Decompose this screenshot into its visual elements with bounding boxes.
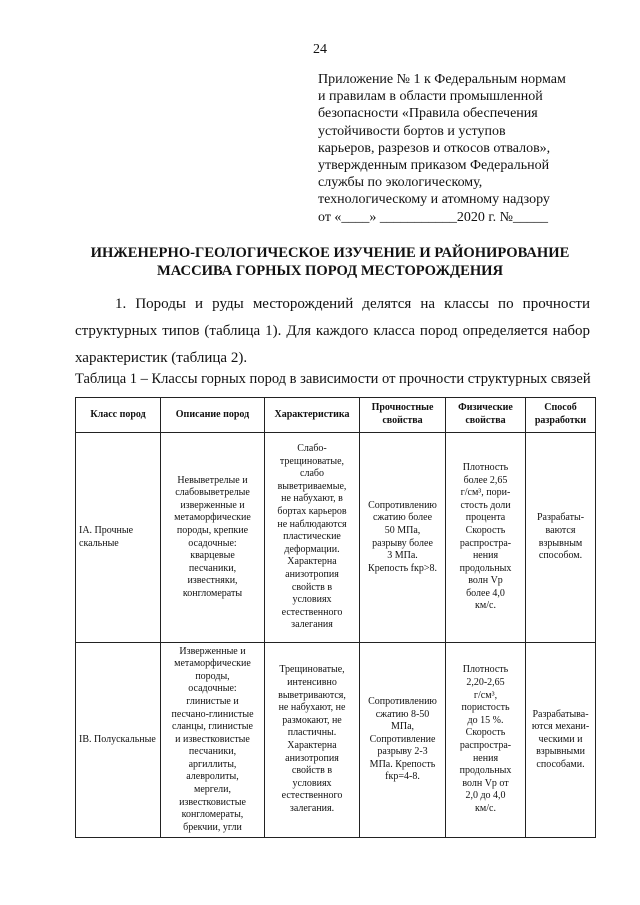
cell-line: осадочные:	[188, 683, 237, 695]
cell-line: 2,0 до 4,0	[465, 790, 506, 802]
cell-line: сжатию 8-50	[375, 708, 430, 720]
cell-line: МПа. Крепость	[369, 758, 436, 770]
cell-line: не набухают, не	[278, 702, 346, 714]
cell-class: IB. Полускальные	[76, 643, 161, 838]
cell-line: песчано-глинистые	[171, 708, 254, 720]
cell-line: разрыву более	[372, 537, 433, 549]
cell-line: свойств в	[291, 765, 333, 777]
cell-line: слабо	[300, 468, 324, 480]
rock-classes-table	[75, 397, 596, 838]
cell-line: до 15 %.	[467, 714, 504, 726]
cell-line: Характерна	[287, 556, 337, 568]
appendix-line: технологическому и атомному надзору	[318, 192, 550, 208]
cell-line: выветриваются,	[278, 689, 346, 701]
appendix-line: Приложение № 1 к Федеральным нормам	[318, 72, 566, 87]
cell-line: конгломераты,	[181, 809, 244, 821]
cell-line: естественного	[281, 790, 343, 802]
cell-physical	[446, 433, 526, 643]
cell-line: 3 МПа.	[387, 550, 418, 562]
cell-line: песчаники,	[188, 562, 237, 574]
header-characteristic: Характеристика	[265, 398, 360, 433]
cell-line: песчаники,	[188, 746, 237, 758]
appendix-line: карьеров, разрезов и откосов отвалов»,	[318, 140, 551, 156]
cell-line: км/с.	[475, 600, 496, 612]
cell-line: глинистые и	[186, 695, 239, 707]
cell-line: км/с.	[475, 802, 496, 814]
cell-line: нения	[472, 550, 499, 562]
cell-line: г/см³, пори-	[460, 487, 511, 499]
appendix-header	[318, 71, 618, 226]
cell-line: fкр=4-8.	[385, 771, 420, 783]
cell-line: кварцевые	[190, 550, 235, 562]
cell-line: Разрабаты-	[536, 512, 585, 524]
table-row	[76, 433, 596, 643]
cell-line: продольных	[459, 765, 512, 777]
cell-line: Сопротивлению	[368, 499, 437, 511]
cell-line: анизотропия	[285, 752, 339, 764]
cell-line: трещиноватые,	[279, 455, 345, 467]
cell-line: процента	[465, 512, 506, 524]
cell-line: Разрабатыва-	[532, 708, 589, 720]
cell-line: анизотропия	[285, 568, 339, 580]
table-caption: Таблица 1 – Классы горных пород в зависимости от прочности структурных связей	[75, 371, 591, 387]
cell-line: взрывными	[536, 746, 585, 758]
cell-line: распростра-	[459, 740, 512, 751]
cell-physical	[446, 643, 526, 838]
cell-line: ются механи-	[531, 721, 590, 733]
cell-line: деформации.	[284, 543, 340, 555]
cell-line: распростра-	[459, 537, 512, 549]
cell-line: нения	[472, 752, 499, 764]
section-title-line: ИНЖЕНЕРНО-ГЕОЛОГИЧЕСКОЕ ИЗУЧЕНИЕ И РАЙОНИРОВАНИЕ	[90, 245, 570, 261]
cell-line: сжатию более	[372, 512, 433, 524]
cell-line: пластичны.	[287, 727, 337, 739]
cell-line: 2,20-2,65	[466, 677, 505, 689]
body-paragraph	[75, 291, 590, 372]
cell-line: не наблюдаются	[277, 518, 347, 530]
cell-line: способами.	[536, 758, 585, 770]
cell-line: взрывным	[538, 537, 583, 549]
cell-line: интенсивно	[287, 677, 337, 689]
cell-line: алевролиты,	[186, 771, 239, 783]
cell-line: Изверженные и	[179, 645, 246, 657]
section-title-line: МАССИВА ГОРНЫХ ПОРОД МЕСТОРОЖДЕНИЯ	[156, 263, 504, 279]
table-row	[76, 643, 596, 838]
cell-line: свойств в	[291, 581, 333, 593]
cell-line: слабовыветрелые	[175, 487, 250, 499]
cell-line: бортах карьеров	[277, 506, 347, 518]
cell-line: Плотность	[462, 461, 509, 473]
appendix-line: и правилам в области промышленной	[318, 89, 543, 105]
header-method: Способ разработки	[526, 398, 596, 433]
cell-line: и известковистые	[175, 733, 250, 745]
cell-line: сланцы, глинистые	[172, 721, 253, 733]
cell-line: 50 МПа,	[384, 524, 421, 536]
cell-line: залегания.	[289, 802, 335, 814]
appendix-line: безопасности «Правила обеспечения	[318, 106, 538, 122]
cell-line: Сопротивление	[369, 733, 436, 745]
cell-description	[161, 433, 265, 643]
cell-line: Сопротивлению	[368, 695, 437, 707]
cell-line: известняки,	[187, 575, 238, 587]
cell-line: размокают, не	[282, 714, 342, 726]
cell-line: Характерна	[287, 740, 337, 751]
cell-line: более 4,0	[466, 587, 505, 599]
cell-line: ваются	[545, 524, 576, 536]
cell-line: известковистые	[179, 796, 246, 808]
cell-line: осадочные:	[188, 537, 237, 549]
table-header-row	[76, 398, 596, 433]
cell-line: Трещиноватые,	[279, 664, 345, 676]
cell-line: аргиллиты,	[188, 758, 237, 770]
cell-method	[526, 433, 596, 643]
cell-strength	[360, 433, 446, 643]
cell-line: изверженные и	[180, 499, 245, 511]
cell-line: пористость	[461, 702, 510, 714]
cell-line: конгломераты	[182, 587, 243, 599]
cell-line: МПа,	[390, 721, 415, 733]
cell-line: способом.	[538, 550, 583, 562]
paragraph-line: структурных типов (таблица 1). Для каждого класса пород определяется набор	[75, 323, 590, 339]
cell-line: Плотность	[462, 664, 509, 676]
cell-line: не набухают, в	[281, 493, 343, 505]
cell-characteristic	[265, 433, 360, 643]
cell-line: ческими и	[538, 733, 583, 745]
appendix-line: службы по экологическому,	[318, 175, 483, 191]
cell-line: Крепость fкр>8.	[368, 562, 437, 574]
cell-line: выветриваемые,	[277, 480, 347, 492]
cell-line: брекчии, угли	[183, 821, 242, 833]
cell-line: стость доли	[460, 499, 511, 511]
cell-line: волн Vр	[468, 575, 503, 587]
header-description: Описание пород	[161, 398, 265, 433]
cell-line: Слабо-	[297, 443, 327, 455]
cell-line: продольных	[459, 562, 512, 574]
cell-line: условиях	[292, 777, 332, 789]
cell-line: г/см³,	[473, 689, 498, 701]
cell-line: породы,	[195, 670, 230, 682]
cell-line: более 2,65	[463, 474, 508, 486]
cell-characteristic	[265, 643, 360, 838]
page-number: 24	[313, 42, 327, 57]
cell-line: условиях	[292, 594, 332, 606]
cell-class: IA. Прочные скальные	[76, 433, 161, 643]
cell-line: волн Vр от	[462, 777, 509, 789]
cell-line: метаморфические	[174, 658, 251, 670]
cell-line: породы, крепкие	[176, 524, 249, 536]
cell-strength	[360, 643, 446, 838]
cell-line: пластические	[283, 531, 341, 543]
paragraph-line: 1. Породы и руды месторождений делятся на классы по прочности	[115, 296, 590, 312]
appendix-line: утвержденным приказом Федеральной	[318, 158, 550, 174]
cell-line: Скорость	[465, 727, 506, 739]
cell-line: мергели,	[193, 784, 232, 796]
header-class: Класс пород	[76, 398, 161, 433]
appendix-line: от «____» ___________2020 г. №_____	[318, 209, 548, 225]
paragraph-line: характеристик (таблица 2).	[75, 350, 248, 366]
header-strength: Прочностные свойства	[360, 398, 446, 433]
cell-line: естественного	[281, 606, 343, 618]
section-title	[60, 244, 600, 280]
appendix-line: устойчивости бортов и уступов	[318, 123, 506, 139]
cell-method	[526, 643, 596, 838]
cell-description	[161, 643, 265, 838]
cell-line: метаморфические	[174, 512, 251, 524]
cell-line: разрыву 2-3	[377, 746, 428, 758]
cell-line: Скорость	[465, 524, 506, 536]
cell-line: залегания	[291, 619, 333, 631]
header-physical: Физические свойства	[446, 398, 526, 433]
cell-line: Невыветрелые и	[177, 474, 248, 486]
